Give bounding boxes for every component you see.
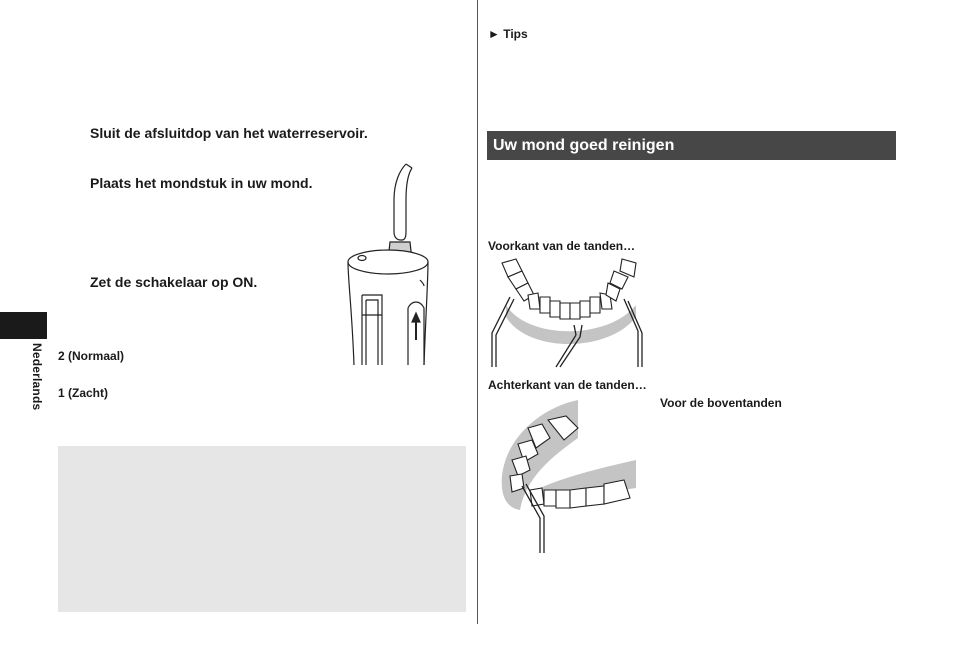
section-title-bar: Uw mond goed reinigen [487,131,896,160]
front-teeth-label: Voorkant van de tanden… [488,239,636,253]
back-teeth-label: Achterkant van de tanden… [488,378,647,392]
tips-heading [488,27,528,41]
column-divider [477,0,478,624]
language-side-label: Nederlands [30,343,44,411]
side-tab [0,312,47,339]
irrigator-device-illustration [340,160,440,365]
mode-normal-label: 2 (Normaal) [58,349,125,363]
mode-soft-label: 1 (Zacht) [58,386,109,400]
front-teeth-illustration [488,255,648,367]
note-box [58,446,466,612]
step-close-cap: Sluit de afsluitdop van het waterreservoir. [90,125,368,141]
triangle-right-icon: ► [488,27,500,41]
back-teeth-illustration [500,398,640,558]
step-switch-on: Zet de schakelaar op ON. [90,274,258,290]
step-place-nozzle: Plaats het mondstuk in uw mond. [90,175,313,191]
tips-label: Tips [503,27,528,41]
upper-teeth-label: Voor de boventanden [660,396,782,410]
